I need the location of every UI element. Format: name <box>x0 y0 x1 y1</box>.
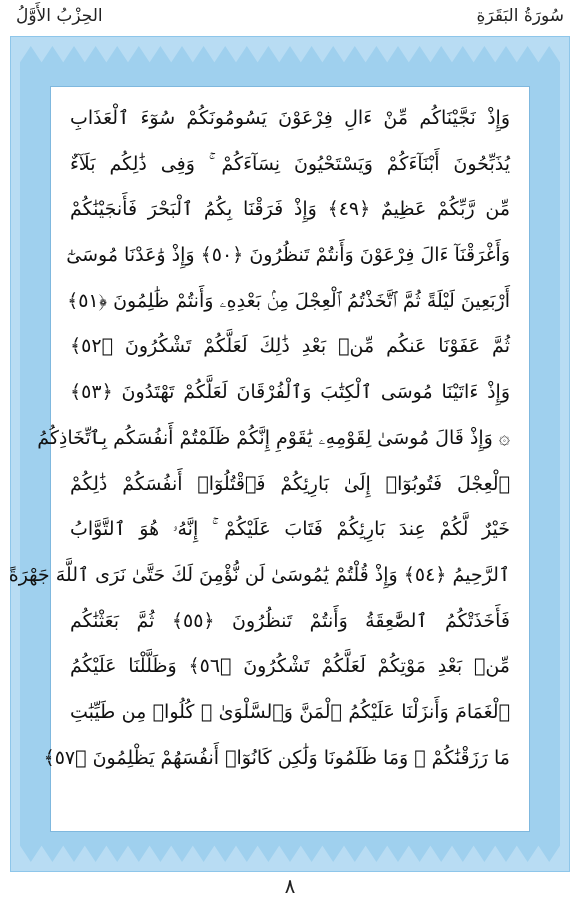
page-header <box>0 0 580 36</box>
text-line: ۞ وَإِذْ قَالَ مُوسَىٰ لِقَوْمِهِۦ يَٰقَوْمِ إِنَّكُمْ ظَلَمْتُمْ أَنفُسَكُم بِٱتِّخَاذِكُمُ <box>37 426 510 449</box>
text-line: وَأَغْرَقْنَآ ءَالَ فِرْعَوْنَ وَأَنتُمْ تَنظُرُونَ ﴿٥٠﴾ وَإِذْ وَٰعَدْنَا مُوسَىٰٓ <box>66 244 510 267</box>
text-line: مَا رَزَقْنَٰكُمْ ۖ وَمَا ظَلَمُونَا وَلَٰكِن كَانُوٓا۟ أَنفُسَهُمْ يَظْلِمُونَ ﴿٥٧﴾ <box>43 746 510 769</box>
text-line: يُذَبِّحُونَ أَبْنَآءَكُمْ وَيَسْتَحْيُونَ نِسَآءَكُمْ ۚ وَفِى ذَٰلِكُم بَلَآءٌ <box>70 152 510 175</box>
text-line: وَإِذْ ءَاتَيْنَا مُوسَى ٱلْكِتَٰبَ وَٱلْفُرْقَانَ لَعَلَّكُمْ تَهْتَدُونَ ﴿٥٣﴾ <box>70 381 510 404</box>
surah-name: سُورَةُ البَقَرَةِ <box>476 6 564 26</box>
page-number: ٨ <box>284 874 296 898</box>
text-line: ٱلرَّحِيمُ ﴿٥٤﴾ وَإِذْ قُلْتُمْ يَٰمُوسَىٰ لَن نُّؤْمِنَ لَكَ حَتَّىٰ نَرَى ٱللَّهَ جَهْرَةً <box>8 563 510 586</box>
text-line: أَرْبَعِينَ لَيْلَةً ثُمَّ ٱتَّخَذْتُمُ ٱلْعِجْلَ مِنۢ بَعْدِهِۦ وَأَنتُمْ ظَٰلِمُونَ ﴿٥١﴾ <box>67 289 510 312</box>
quran-text <box>8 96 510 781</box>
hizb-name: الحِزْبُ الأَوَّلُ <box>16 6 103 26</box>
text-line: وَإِذْ نَجَّيْنَاكُم مِّنْ ءَالِ فِرْعَوْنَ يَسُومُونَكُمْ سُوٓءَ ٱلْعَذَابِ <box>70 107 510 129</box>
text-line: ثُمَّ عَفَوْنَا عَنكُم مِّنۢ بَعْدِ ذَٰلِكَ لَعَلَّكُمْ تَشْكُرُونَ ﴿٥٢﴾ <box>70 335 510 358</box>
text-line: فَأَخَذَتْكُمُ ٱلصَّٰعِقَةُ وَأَنتُمْ تَنظُرُونَ ﴿٥٥﴾ ثُمَّ بَعَثْنَٰكُم <box>70 609 510 632</box>
text-line: مِّن رَّبِّكُمْ عَظِيمٌ ﴿٤٩﴾ وَإِذْ فَرَقْنَا بِكُمُ ٱلْبَحْرَ فَأَنجَيْنَٰكُمْ <box>70 198 510 221</box>
text-line: خَيْرٌ لَّكُمْ عِندَ بَارِئِكُمْ فَتَابَ عَلَيْكُمْ ۚ إِنَّهُۥ هُوَ ٱلتَّوَّابُ <box>70 518 510 541</box>
text-line: ٱلْغَمَامَ وَأَنزَلْنَا عَلَيْكُمُ ٱلْمَنَّ وَٱلسَّلْوَىٰ ۖ كُلُوا۟ مِن طَيِّبَٰتِ <box>70 700 510 723</box>
text-line: ٱلْعِجْلَ فَتُوبُوٓا۟ إِلَىٰ بَارِئِكُمْ فَٱقْتُلُوٓا۟ أَنفُسَكُمْ ذَٰلِكُمْ <box>70 472 510 495</box>
text-line: مِّنۢ بَعْدِ مَوْتِكُمْ لَعَلَّكُمْ تَشْكُرُونَ ﴿٥٦﴾ وَظَلَّلْنَا عَلَيْكُمُ <box>70 655 510 678</box>
